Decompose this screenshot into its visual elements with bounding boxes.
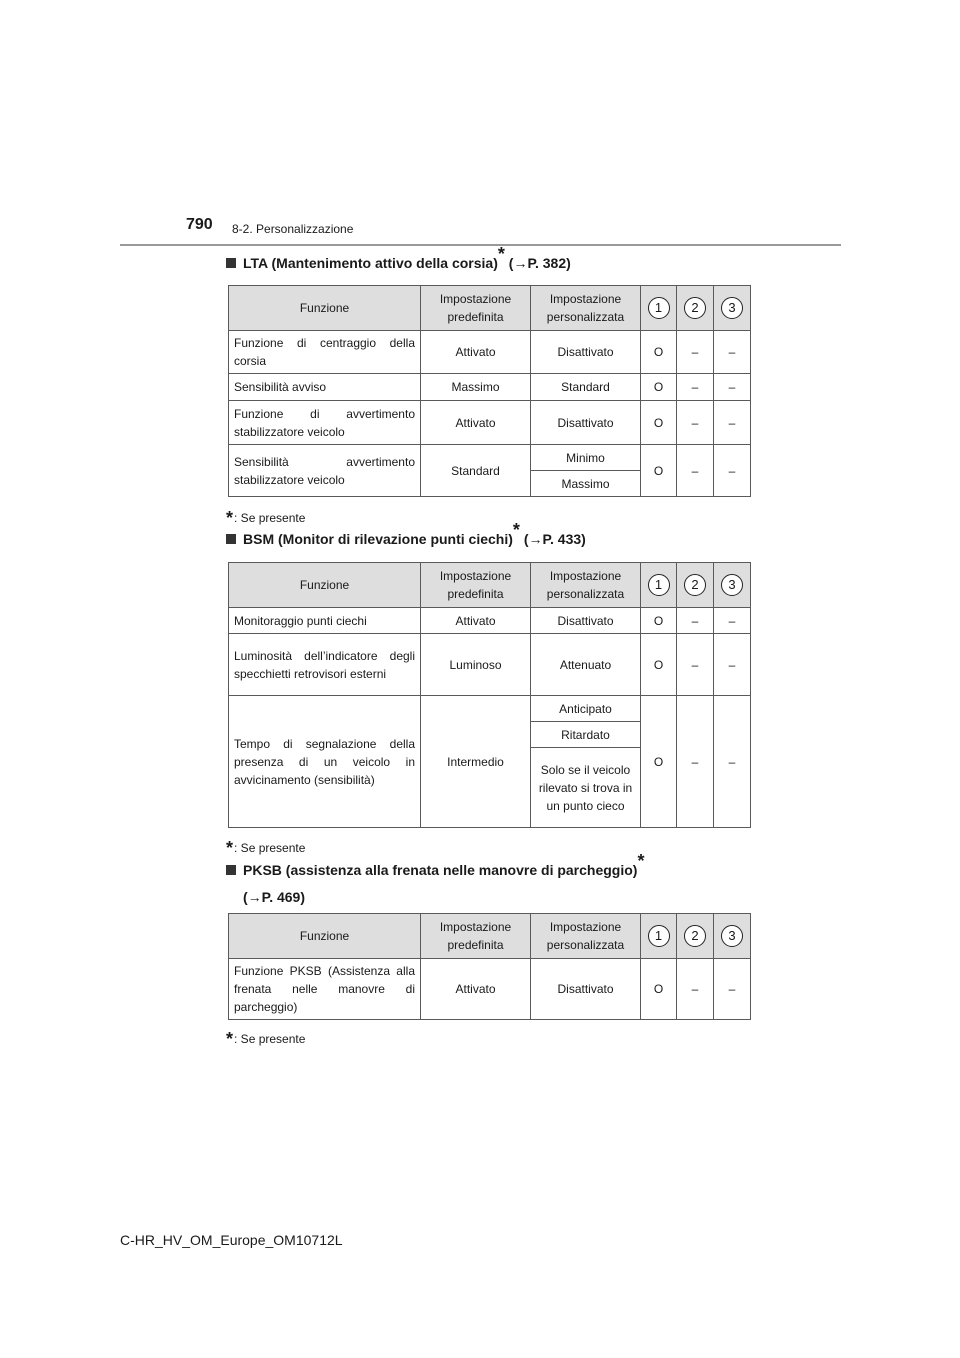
table-row [229,374,751,401]
cell-1: O [641,445,677,497]
cell-funzione: Funzione di avvertimento stabilizzatore veicolo [229,401,421,445]
cell-custom: Disattivato [531,331,641,374]
table-header-row [229,914,751,959]
column-header-1 [641,563,677,608]
cell-3: – [714,608,751,634]
square-bullet-icon [226,258,236,268]
cell-default: Attivato [421,608,531,634]
section-heading-bsm [226,520,586,553]
cell-1: O [641,634,677,696]
footnote [226,1027,305,1048]
cell-2: – [677,696,714,828]
section-title: LTA (Mantenimento attivo della corsia) [243,255,498,271]
cell-funzione: Sensibilità avvertimento stabilizzatore veicolo [229,445,421,497]
cell-default: Attivato [421,331,531,374]
cell-default: Massimo [421,374,531,401]
square-bullet-icon [226,865,236,875]
cell-custom: Attenuato [531,634,641,696]
cell-3: – [714,401,751,445]
cell-1: O [641,608,677,634]
table-header-row [229,563,751,608]
page-reference: (→P. 433) [523,531,586,547]
page-number: 790 [186,216,213,233]
cell-default: Attivato [421,959,531,1020]
circled-3-icon: 3 [721,574,743,596]
section-heading-pksb [226,851,645,911]
circled-2-icon: 2 [684,574,706,596]
section-reference: 8-2. Personalizzazione [232,222,354,236]
footnote-text: : Se presente [234,511,306,525]
column-header-custom: Impostazione personalizzata [531,914,641,959]
cell-custom: Disattivato [531,959,641,1020]
column-header-custom: Impostazione personalizzata [531,563,641,608]
cell-2: – [677,445,714,497]
cell-custom-option: Massimo [531,471,641,497]
column-header-3 [714,914,751,959]
cell-custom: Standard [531,374,641,401]
cell-2: – [677,374,714,401]
footnote-star: * [226,508,234,528]
cell-custom: Disattivato [531,401,641,445]
column-header-2 [677,914,714,959]
column-header-funzione: Funzione [229,563,421,608]
circled-1-icon: 1 [648,297,670,319]
table-row [229,608,751,634]
cell-funzione: Sensibilità avviso [229,374,421,401]
cell-custom: Disattivato [531,608,641,634]
table-row [229,445,751,471]
footnote-text: : Se presente [234,1032,306,1046]
section-title: BSM (Monitor di rilevazione punti ciechi) [243,531,513,547]
table-header-row [229,286,751,331]
footnote-star: * [226,1029,234,1049]
column-header-3 [714,286,751,331]
cell-funzione: Tempo di segnalazione della presenza di un veicolo in avvicinamento (sensibilità) [229,696,421,828]
header-divider [120,244,841,246]
table-row [229,959,751,1020]
column-header-funzione: Funzione [229,914,421,959]
cell-3: – [714,445,751,497]
circled-1-icon: 1 [648,925,670,947]
column-header-default: Impostazione predefinita [421,563,531,608]
document-code: C-HR_HV_OM_Europe_OM10712L [120,1232,343,1248]
cell-funzione: Monitoraggio punti ciechi [229,608,421,634]
cell-2: – [677,608,714,634]
cell-1: O [641,959,677,1020]
cell-custom-option: Ritardato [531,722,641,748]
cell-custom-option: Minimo [531,445,641,471]
column-header-1 [641,286,677,331]
section-heading-lta [226,244,571,277]
cell-default: Standard [421,445,531,497]
circled-3-icon: 3 [721,925,743,947]
cell-3: – [714,959,751,1020]
cell-1: O [641,401,677,445]
page-reference: (→P. 469) [243,889,305,905]
cell-default: Luminoso [421,634,531,696]
cell-3: – [714,634,751,696]
table-row [229,696,751,722]
settings-table-lta [228,285,751,497]
circled-2-icon: 2 [684,297,706,319]
column-header-2 [677,286,714,331]
cell-funzione: Luminosità dell’indicatore degli specchietti retrovisori esterni [229,634,421,696]
cell-default: Attivato [421,401,531,445]
cell-custom-option: Solo se il veicolo rilevato si trova in un punto cieco [531,748,641,828]
footnote [226,506,305,527]
cell-3: – [714,331,751,374]
footnote-star: * [512,520,520,541]
column-header-1 [641,914,677,959]
cell-2: – [677,331,714,374]
table-row [229,331,751,374]
column-header-default: Impostazione predefinita [421,286,531,331]
cell-funzione: Funzione di centraggio della corsia [229,331,421,374]
cell-funzione: Funzione PKSB (Assistenza alla frenata nelle manovre di parcheggio) [229,959,421,1020]
cell-default: Intermedio [421,696,531,828]
cell-2: – [677,959,714,1020]
cell-1: O [641,696,677,828]
column-header-default: Impostazione predefinita [421,914,531,959]
cell-3: – [714,696,751,828]
footnote-star: * [497,244,505,265]
cell-2: – [677,401,714,445]
circled-3-icon: 3 [721,297,743,319]
footnote-star: * [637,851,645,872]
column-header-3 [714,563,751,608]
column-header-funzione: Funzione [229,286,421,331]
cell-3: – [714,374,751,401]
cell-1: O [641,331,677,374]
table-row [229,634,751,696]
footnote-star: * [226,838,234,858]
circled-1-icon: 1 [648,574,670,596]
cell-2: – [677,634,714,696]
footnote-text: : Se presente [234,841,306,855]
circled-2-icon: 2 [684,925,706,947]
cell-1: O [641,374,677,401]
footnote [226,836,305,857]
page-reference: (→P. 382) [508,255,571,271]
cell-custom-option: Anticipato [531,696,641,722]
square-bullet-icon [226,534,236,544]
column-header-2 [677,563,714,608]
settings-table-pksb [228,913,751,1020]
section-title: PKSB (assistenza alla frenata nelle manovre di parcheggio) [243,862,638,878]
column-header-custom: Impostazione personalizzata [531,286,641,331]
table-row [229,401,751,445]
settings-table-bsm [228,562,751,828]
